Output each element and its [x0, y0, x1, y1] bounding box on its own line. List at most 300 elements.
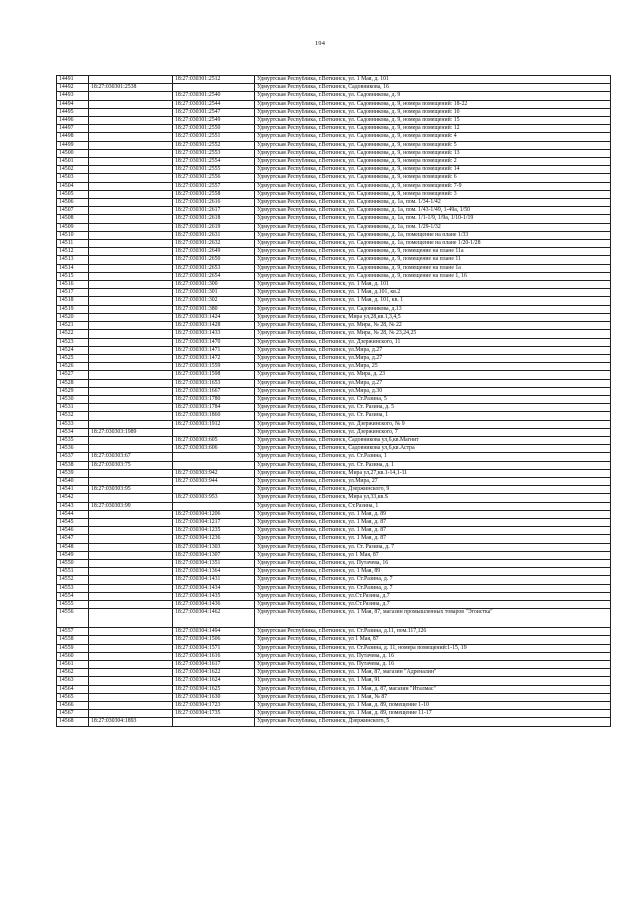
land-plot-number-cell	[89, 313, 173, 321]
table-row	[57, 486, 611, 494]
row-number-cell: 14554	[57, 592, 89, 600]
land-plot-number-cell	[89, 141, 173, 149]
building-number-cell: 18:27:030301:2540	[173, 92, 255, 100]
address-cell: Удмуртская Республика, г.Воткинск, ул. Ст.Разина, д. 7	[255, 584, 611, 592]
building-number-cell: 18:27:030301:2558	[173, 190, 255, 198]
table-row	[57, 420, 611, 428]
table-row	[57, 117, 611, 125]
building-number-cell: 18:27:030301:2551	[173, 133, 255, 141]
table-row	[57, 445, 611, 453]
building-number-cell: 18:27:030304:1307	[173, 551, 255, 559]
table-row	[57, 412, 611, 420]
table-row	[57, 141, 611, 149]
building-number-cell: 18:27:030301:2549	[173, 117, 255, 125]
building-number-cell: 18:27:030304:1434	[173, 584, 255, 592]
building-number-cell	[173, 84, 255, 92]
building-number-cell: 18:27:030304:1735	[173, 710, 255, 718]
address-cell: Удмуртская Республика, г.Воткинск, ул. 1 Мая, д. 87	[255, 535, 611, 543]
table-row	[57, 346, 611, 354]
land-plot-number-cell	[89, 592, 173, 600]
table-row	[57, 453, 611, 461]
row-number-cell: 14563	[57, 677, 89, 685]
table-row	[57, 100, 611, 108]
address-cell: Удмуртская Республика, г.Воткинск, ул. Садовникова, д. 9, помещение на плане 11а	[255, 248, 611, 256]
table-row	[57, 568, 611, 576]
table-row	[57, 133, 611, 141]
table-row	[57, 264, 611, 272]
building-number-cell: 18:27:030304:1622	[173, 669, 255, 677]
building-number-cell: 18:27:030301:2618	[173, 215, 255, 223]
building-number-cell: 18:27:030303:1667	[173, 387, 255, 395]
building-number-cell: 18:27:030301:2553	[173, 149, 255, 157]
row-number-cell: 14567	[57, 710, 89, 718]
land-plot-number-cell	[89, 387, 173, 395]
land-plot-number-cell	[89, 149, 173, 157]
address-cell: Удмуртская Республика, г.Воткинск, ул. Садовникова, д. 9, помещение на плане 11	[255, 256, 611, 264]
table-row	[57, 108, 611, 116]
table-row	[57, 436, 611, 444]
building-number-cell: 18:27:030304:1436	[173, 601, 255, 609]
table-row	[57, 404, 611, 412]
address-cell: Удмуртская Республика, г.Воткинск, ул. Мира, № 28, № 23,24,25	[255, 330, 611, 338]
land-plot-number-cell	[89, 305, 173, 313]
table-row	[57, 379, 611, 387]
row-number-cell: 14566	[57, 702, 89, 710]
address-cell: Удмуртская Республика, г.Воткинск, ул. 1 Мая, 87, магазин промышленных товаров "Эгоистка"	[255, 609, 611, 628]
building-number-cell: 18:27:030304:1625	[173, 685, 255, 693]
row-number-cell: 14508	[57, 215, 89, 223]
address-cell: Удмуртская Республика, г.Воткинск, ул 1 Мая, 87	[255, 551, 611, 559]
table-row	[57, 354, 611, 362]
row-number-cell: 14559	[57, 644, 89, 652]
land-plot-number-cell	[89, 469, 173, 477]
table-row	[57, 710, 611, 718]
building-number-cell: 18:27:030303:1860	[173, 412, 255, 420]
table-row	[57, 92, 611, 100]
row-number-cell: 14504	[57, 182, 89, 190]
building-number-cell: 18:27:030304:1351	[173, 559, 255, 567]
address-cell: Удмуртская Республика, г.Воткинск, ул. Ст.Разина, 5	[255, 395, 611, 403]
row-number-cell: 14529	[57, 387, 89, 395]
table-row	[57, 527, 611, 535]
building-number-cell: 18:27:030304:1217	[173, 518, 255, 526]
table-row	[57, 289, 611, 297]
table-row	[57, 149, 611, 157]
row-number-cell: 14497	[57, 125, 89, 133]
land-plot-number-cell: 18:27:030304:1893	[89, 718, 173, 726]
row-number-cell: 14568	[57, 718, 89, 726]
row-number-cell: 14543	[57, 502, 89, 510]
address-cell: Удмуртская Республика, г.Воткинск, Мира ул,28,кв.1,3,4,5	[255, 313, 611, 321]
building-number-cell: 18:27:030304:1235	[173, 527, 255, 535]
land-plot-number-cell	[89, 412, 173, 420]
address-cell: Удмуртская Республика, г.Воткинск, ул. 1 Мая, 87, магазин "Адреналин"	[255, 669, 611, 677]
land-plot-number-cell	[89, 371, 173, 379]
land-plot-number-cell	[89, 436, 173, 444]
building-number-cell: 18:27:030303:1559	[173, 363, 255, 371]
table-row	[57, 395, 611, 403]
table-row	[57, 363, 611, 371]
row-number-cell: 14505	[57, 190, 89, 198]
building-number-cell	[173, 718, 255, 726]
building-number-cell: 18:27:030301:2654	[173, 272, 255, 280]
land-plot-number-cell	[89, 535, 173, 543]
table-row	[57, 166, 611, 174]
building-number-cell: 18:27:030304:1723	[173, 702, 255, 710]
building-number-cell: 18:27:030301:2550	[173, 125, 255, 133]
land-plot-number-cell	[89, 702, 173, 710]
row-number-cell: 14536	[57, 445, 89, 453]
table-row	[57, 592, 611, 600]
row-number-cell: 14509	[57, 223, 89, 231]
address-cell: Удмуртская Республика, г.Воткинск, ул. Садовникова, д. 9, номера помещений: 10	[255, 108, 611, 116]
row-number-cell: 14538	[57, 461, 89, 469]
table-row	[57, 190, 611, 198]
land-plot-number-cell	[89, 297, 173, 305]
row-number-cell: 14531	[57, 404, 89, 412]
building-number-cell: 18:27:030303:1598	[173, 371, 255, 379]
row-number-cell: 14550	[57, 559, 89, 567]
address-cell: Удмуртская Республика, г.Воткинск, ул. 1 Мая, д. 87, магазин "Италмас"	[255, 685, 611, 693]
row-number-cell: 14539	[57, 469, 89, 477]
building-number-cell: 18:27:030301:2556	[173, 174, 255, 182]
row-number-cell: 14542	[57, 494, 89, 502]
address-cell: Удмуртская Республика, г.Воткинск, ул. Ст.Разина, 1	[255, 453, 611, 461]
address-cell: Удмуртская Республика, г.Воткинск, ул.Мира, д.30	[255, 387, 611, 395]
land-plot-number-cell	[89, 576, 173, 584]
building-number-cell: 18:27:030303:942	[173, 469, 255, 477]
table-row	[57, 84, 611, 92]
address-cell: Удмуртская Республика, г.Воткинск, ул.Мира, 27	[255, 477, 611, 485]
land-plot-number-cell: 18:27:030303:95	[89, 486, 173, 494]
land-plot-number-cell	[89, 404, 173, 412]
row-number-cell: 14547	[57, 535, 89, 543]
address-cell: Удмуртская Республика, г.Воткинск, ул 1 Мая, 87	[255, 636, 611, 644]
row-number-cell: 14523	[57, 338, 89, 346]
land-plot-number-cell	[89, 685, 173, 693]
row-number-cell: 14556	[57, 609, 89, 628]
address-cell: Удмуртская Республика, г.Воткинск, ул. Дзержинского, № 9	[255, 420, 611, 428]
address-cell: Удмуртская Республика, г.Воткинск, ул. Садовникова, д. 9, номера помещений: 4	[255, 133, 611, 141]
table-row	[57, 207, 611, 215]
building-number-cell: 18:27:030303:1780	[173, 395, 255, 403]
row-number-cell: 14528	[57, 379, 89, 387]
table-row	[57, 551, 611, 559]
row-number-cell: 14506	[57, 199, 89, 207]
land-plot-number-cell	[89, 445, 173, 453]
row-number-cell: 14493	[57, 92, 89, 100]
address-cell: Удмуртская Республика, г.Воткинск, ул. Садовникова, д. 9, помещение на плане 1а	[255, 264, 611, 272]
land-plot-number-cell: 18:27:030301:2538	[89, 84, 173, 92]
land-plot-number-cell	[89, 199, 173, 207]
building-number-cell: 18:27:030301:302	[173, 297, 255, 305]
land-plot-number-cell	[89, 174, 173, 182]
address-cell: Удмуртская Республика, г.Воткинск, ул. Садовникова, д. 9, номера помещений: 12	[255, 125, 611, 133]
row-number-cell: 14517	[57, 289, 89, 297]
land-plot-number-cell	[89, 693, 173, 701]
building-number-cell: 18:27:030303:1428	[173, 322, 255, 330]
row-number-cell: 14498	[57, 133, 89, 141]
table-row	[57, 576, 611, 584]
land-plot-number-cell	[89, 108, 173, 116]
address-cell: Удмуртская Республика, г.Воткинск, ул. Садовникова, д. 1а, пом. 1/1-1/9, 1/9а, 1/10-1/19	[255, 215, 611, 223]
address-cell: Удмуртская Республика, г.Воткинск, Мира ул,33,кв.S	[255, 494, 611, 502]
building-number-cell: 18:27:030304:1624	[173, 677, 255, 685]
table-row	[57, 199, 611, 207]
building-number-cell: 18:27:030304:1431	[173, 576, 255, 584]
row-number-cell: 14514	[57, 264, 89, 272]
building-number-cell: 18:27:030304:1506	[173, 636, 255, 644]
building-number-cell: 18:27:030301:2552	[173, 141, 255, 149]
row-number-cell: 14565	[57, 693, 89, 701]
land-plot-number-cell	[89, 92, 173, 100]
row-number-cell: 14524	[57, 346, 89, 354]
table-row	[57, 174, 611, 182]
address-cell: Удмуртская Республика, г.Воткинск, ул.Мира, 25	[255, 363, 611, 371]
row-number-cell: 14527	[57, 371, 89, 379]
table-row	[57, 305, 611, 313]
table-row	[57, 584, 611, 592]
row-number-cell: 14520	[57, 313, 89, 321]
table-row	[57, 387, 611, 395]
building-number-cell	[173, 428, 255, 436]
land-plot-number-cell	[89, 363, 173, 371]
land-plot-number-cell: 18:27:030303:99	[89, 502, 173, 510]
property-table	[56, 75, 611, 727]
building-number-cell: 18:27:030303:1424	[173, 313, 255, 321]
building-number-cell: 18:27:030301:2649	[173, 248, 255, 256]
row-number-cell: 14491	[57, 76, 89, 84]
address-cell: Удмуртская Республика, г.Воткинск, ул. 1 Мая, д. 89	[255, 510, 611, 518]
land-plot-number-cell	[89, 166, 173, 174]
land-plot-number-cell	[89, 568, 173, 576]
table-row	[57, 428, 611, 436]
land-plot-number-cell	[89, 601, 173, 609]
building-number-cell: 18:27:030303:1784	[173, 404, 255, 412]
row-number-cell: 14513	[57, 256, 89, 264]
table-row	[57, 535, 611, 543]
table-row	[57, 461, 611, 469]
land-plot-number-cell: 18:27:030303:67	[89, 453, 173, 461]
row-number-cell: 14518	[57, 297, 89, 305]
address-cell: Удмуртская Республика, г.Воткинск, ул. Садовникова, д. 9, помещение на плане 1, 16	[255, 272, 611, 280]
address-cell: Удмуртская Республика, г.Воткинск, ул. Дзержинского, 7	[255, 428, 611, 436]
address-cell: Удмуртская Республика, г.Воткинск, ул. Садовникова, д. 9, номера помещений: 6	[255, 174, 611, 182]
building-number-cell: 18:27:030301:300	[173, 281, 255, 289]
building-number-cell: 18:27:030304:1303	[173, 543, 255, 551]
land-plot-number-cell	[89, 551, 173, 559]
land-plot-number-cell	[89, 338, 173, 346]
table-row	[57, 628, 611, 636]
row-number-cell: 14499	[57, 141, 89, 149]
row-number-cell: 14545	[57, 518, 89, 526]
land-plot-number-cell	[89, 661, 173, 669]
table-row	[57, 371, 611, 379]
row-number-cell: 14492	[57, 84, 89, 92]
row-number-cell: 14540	[57, 477, 89, 485]
building-number-cell: 18:27:030301:2632	[173, 240, 255, 248]
row-number-cell: 14512	[57, 248, 89, 256]
address-cell: Удмуртская Республика, г.Воткинск, ул. Дзержинского, 11	[255, 338, 611, 346]
address-cell: Удмуртская Республика, г.Воткинск, ул.Мира, д.27	[255, 354, 611, 362]
table-row	[57, 158, 611, 166]
page-number: 194	[314, 40, 326, 47]
address-cell: Удмуртская Республика, г.Воткинск, ул. Ст. Разина, д. 5	[255, 404, 611, 412]
table-row	[57, 510, 611, 518]
row-number-cell: 14494	[57, 100, 89, 108]
address-cell: Удмуртская Республика, г.Воткинск, ул. Ст.Разина, д.11, пом.117,126	[255, 628, 611, 636]
row-number-cell: 14516	[57, 281, 89, 289]
address-cell: Удмуртская Республика, г.Воткинск, ул. 1 Мая, д. 89, помещение 1-10	[255, 702, 611, 710]
address-cell: Удмуртская Республика, г.Воткинск, ул. Ст. Разина, д. 1	[255, 461, 611, 469]
building-number-cell: 18:27:030304:1617	[173, 661, 255, 669]
address-cell: Удмуртская Республика, г.Воткинск, Ст.Разина, 1	[255, 502, 611, 510]
address-cell: Удмуртская Республика, г.Воткинск, ул. Садовникова, д. 1а, пом. 1/43-1/49, 1-49а, 1/50	[255, 207, 611, 215]
address-cell: Удмуртская Республика, г.Воткинск, Садовникова, 16	[255, 84, 611, 92]
address-cell: Удмуртская Республика, г.Воткинск, ул. 1 Мая, д. 101	[255, 76, 611, 84]
land-plot-number-cell	[89, 518, 173, 526]
land-plot-number-cell	[89, 190, 173, 198]
land-plot-number-cell	[89, 559, 173, 567]
address-cell: Удмуртская Республика, г.Воткинск, ул. 1 Мая, 91	[255, 677, 611, 685]
table-row	[57, 240, 611, 248]
row-number-cell: 14564	[57, 685, 89, 693]
address-cell: Удмуртская Республика, г.Воткинск, ул. Ст.Разина, д. 11, номера помещений:1-15, 19	[255, 644, 611, 652]
table-row	[57, 477, 611, 485]
row-number-cell: 14533	[57, 420, 89, 428]
address-cell: Удмуртская Республика, г.Воткинск, Мира ул,27,кв.1-14,1-11	[255, 469, 611, 477]
land-plot-number-cell	[89, 354, 173, 362]
row-number-cell: 14548	[57, 543, 89, 551]
table-row	[57, 718, 611, 726]
building-number-cell: 18:27:030304:1435	[173, 592, 255, 600]
land-plot-number-cell	[89, 346, 173, 354]
land-plot-number-cell	[89, 256, 173, 264]
address-cell: Удмуртская Республика, г.Воткинск, ул. 1 Мая, д. 101	[255, 281, 611, 289]
table-row	[57, 652, 611, 660]
land-plot-number-cell	[89, 652, 173, 660]
row-number-cell: 14535	[57, 436, 89, 444]
land-plot-number-cell	[89, 395, 173, 403]
address-cell: Удмуртская Республика, г.Воткинск, ул. 1 Мая, № 87	[255, 693, 611, 701]
table-row	[57, 469, 611, 477]
row-number-cell: 14558	[57, 636, 89, 644]
land-plot-number-cell	[89, 272, 173, 280]
table-row	[57, 330, 611, 338]
row-number-cell: 14541	[57, 486, 89, 494]
address-cell: Удмуртская Республика, г.Воткинск, ул. 1 Мая, д.101, кв.2	[255, 289, 611, 297]
row-number-cell: 14544	[57, 510, 89, 518]
address-cell: Удмуртская Республика, г.Воткинск, ул.Мира, д.27	[255, 379, 611, 387]
address-cell: Удмуртская Республика, г.Воткинск, ул. Путачева, 16	[255, 559, 611, 567]
address-cell: Удмуртская Республика, г.Воткинск, ул. Садовникова, д. 1а, пом. 1/34-1/42	[255, 199, 611, 207]
address-cell: Удмуртская Республика, г.Воткинск, ул. Садовникова, д. 1а, пом. 1/29-1/32	[255, 223, 611, 231]
land-plot-number-cell	[89, 636, 173, 644]
building-number-cell: 18:27:030304:1206	[173, 510, 255, 518]
property-table-body	[57, 76, 611, 727]
row-number-cell: 14551	[57, 568, 89, 576]
address-cell: Удмуртская Республика, г.Воткинск, ул. Ст. Разина, 1	[255, 412, 611, 420]
land-plot-number-cell	[89, 289, 173, 297]
table-row	[57, 494, 611, 502]
table-row	[57, 223, 611, 231]
address-cell: Удмуртская Республика, г.Воткинск, ул. Садовникова, д. 9, номера помещений: 5	[255, 141, 611, 149]
building-number-cell: 18:27:030301:2653	[173, 264, 255, 272]
table-row	[57, 281, 611, 289]
land-plot-number-cell	[89, 677, 173, 685]
land-plot-number-cell	[89, 628, 173, 636]
table-row	[57, 661, 611, 669]
land-plot-number-cell	[89, 264, 173, 272]
table-row	[57, 125, 611, 133]
table-row	[57, 502, 611, 510]
land-plot-number-cell	[89, 281, 173, 289]
table-row	[57, 313, 611, 321]
building-number-cell: 18:27:030301:2616	[173, 199, 255, 207]
table-row	[57, 215, 611, 223]
row-number-cell: 14562	[57, 669, 89, 677]
table-row	[57, 609, 611, 628]
address-cell: Удмуртская Республика, г.Воткинск, ул. 1 Мая, д. 87	[255, 518, 611, 526]
table-row	[57, 297, 611, 305]
row-number-cell: 14510	[57, 231, 89, 239]
row-number-cell: 14557	[57, 628, 89, 636]
land-plot-number-cell	[89, 117, 173, 125]
address-cell: Удмуртская Республика, г.Воткинск, ул. Садовникова, д. 9, номера помещений: 3	[255, 190, 611, 198]
address-cell: Удмуртская Республика, г.Воткинск, ул. Садовникова, д. 9, номера помещений: 14	[255, 166, 611, 174]
land-plot-number-cell	[89, 133, 173, 141]
address-cell: Удмуртская Республика, г.Воткинск, Дзержинского, 5	[255, 718, 611, 726]
land-plot-number-cell	[89, 158, 173, 166]
land-plot-number-cell	[89, 669, 173, 677]
building-number-cell: 18:27:030301:2555	[173, 166, 255, 174]
building-number-cell: 18:27:030301:2631	[173, 231, 255, 239]
building-number-cell: 18:27:030303:1470	[173, 338, 255, 346]
building-number-cell: 18:27:030303:605	[173, 436, 255, 444]
row-number-cell: 14526	[57, 363, 89, 371]
address-cell: Удмуртская Республика, г.Воткинск, ул. Садовникова, д. 9, номера помещений: 15	[255, 117, 611, 125]
building-number-cell: 18:27:030303:953	[173, 494, 255, 502]
land-plot-number-cell	[89, 379, 173, 387]
table-row	[57, 231, 611, 239]
building-number-cell: 18:27:030303:1433	[173, 330, 255, 338]
address-cell: Удмуртская Республика, г.Воткинск, ул.Мира, д.27	[255, 346, 611, 354]
building-number-cell: 18:27:030304:1630	[173, 693, 255, 701]
land-plot-number-cell	[89, 710, 173, 718]
building-number-cell: 18:27:030304:1236	[173, 535, 255, 543]
building-number-cell	[173, 486, 255, 494]
row-number-cell: 14537	[57, 453, 89, 461]
land-plot-number-cell	[89, 510, 173, 518]
address-cell: Удмуртская Республика, г.Воткинск, ул. Садовникова, д. 1а, помещение на плане 1/20-1/28	[255, 240, 611, 248]
building-number-cell: 18:27:030303:1471	[173, 346, 255, 354]
row-number-cell: 14561	[57, 661, 89, 669]
row-number-cell: 14560	[57, 652, 89, 660]
building-number-cell	[173, 461, 255, 469]
land-plot-number-cell	[89, 240, 173, 248]
land-plot-number-cell	[89, 182, 173, 190]
land-plot-number-cell	[89, 330, 173, 338]
land-plot-number-cell	[89, 494, 173, 502]
address-cell: Удмуртская Республика, г.Воткинск, ул. Мира, д. 23	[255, 371, 611, 379]
land-plot-number-cell	[89, 231, 173, 239]
row-number-cell: 14500	[57, 149, 89, 157]
address-cell: Удмуртская Республика, г.Воткинск, ул. Путачева, д. 16	[255, 661, 611, 669]
table-row	[57, 322, 611, 330]
address-cell: Удмуртская Республика, г.Воткинск, Садовникова ул,6,кв.Магнит	[255, 436, 611, 444]
address-cell: Удмуртская Республика, г.Воткинск, ул. Садовникова, д. 9	[255, 92, 611, 100]
building-number-cell: 18:27:030301:2650	[173, 256, 255, 264]
